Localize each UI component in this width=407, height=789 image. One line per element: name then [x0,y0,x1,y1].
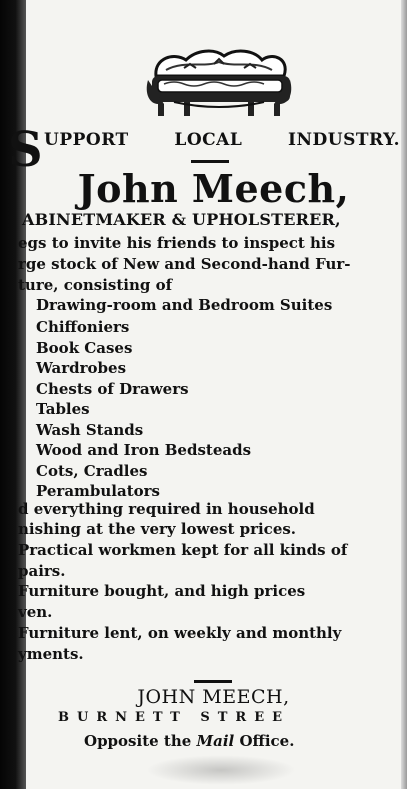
location-place: Mail [196,732,235,750]
trade-line: ABINETMAKER & UPHOLSTERER, [22,210,341,229]
item-line: Chiffoniers [36,318,130,336]
ink-smudge [146,755,296,785]
closing-line: pairs. [18,562,66,580]
signature-name: JOHN MEECH, [137,686,290,708]
item-line: Tables [36,400,90,418]
location-suffix: Office. [239,732,295,750]
item-line: Wardrobes [36,359,127,377]
closing-line: nishing at the very lowest prices. [18,520,297,538]
headline-word-3: INDUSTRY. [288,130,400,150]
item-line: Wood and Iron Bedsteads [36,441,252,459]
item-line: Wash Stands [36,421,144,439]
page-left-binding-edge [0,0,26,789]
headline-word-1: UPPORT [44,130,129,150]
divider-rule [191,160,229,163]
item-line: Perambulators [36,482,161,500]
closing-line: Furniture lent, on weekly and monthly [18,624,342,642]
item-line: Cots, Cradles [36,462,148,480]
divider-rule [194,680,232,683]
location-prefix: Opposite the [84,732,192,750]
closing-line: Furniture bought, and high prices [18,582,306,600]
signature-location [84,732,384,750]
closing-line: yments. [18,645,84,663]
sofa-illustration-icon [144,46,294,128]
item-line: Drawing-room and Bedroom Suites [36,296,333,314]
drop-cap: S [8,122,44,178]
headline-word-2: LOCAL [174,130,243,150]
closing-line: d everything required in household [18,500,315,518]
intro-line: ture, consisting of [18,276,173,294]
intro-line: egs to invite his friends to inspect his [18,234,336,252]
headline-support-local-industry [8,122,400,178]
advertisement [8,0,401,789]
page-right-edge [401,0,407,789]
closing-line: Practical workmen kept for all kinds of [18,541,348,559]
item-line: Book Cases [36,339,133,357]
closing-line: ven. [18,603,53,621]
item-line: Chests of Drawers [36,380,189,398]
intro-line: rge stock of New and Second-hand Fur- [18,255,351,273]
proprietor-name: John Meech, [77,166,350,211]
signature-street: BURNETT STREE [58,710,291,725]
